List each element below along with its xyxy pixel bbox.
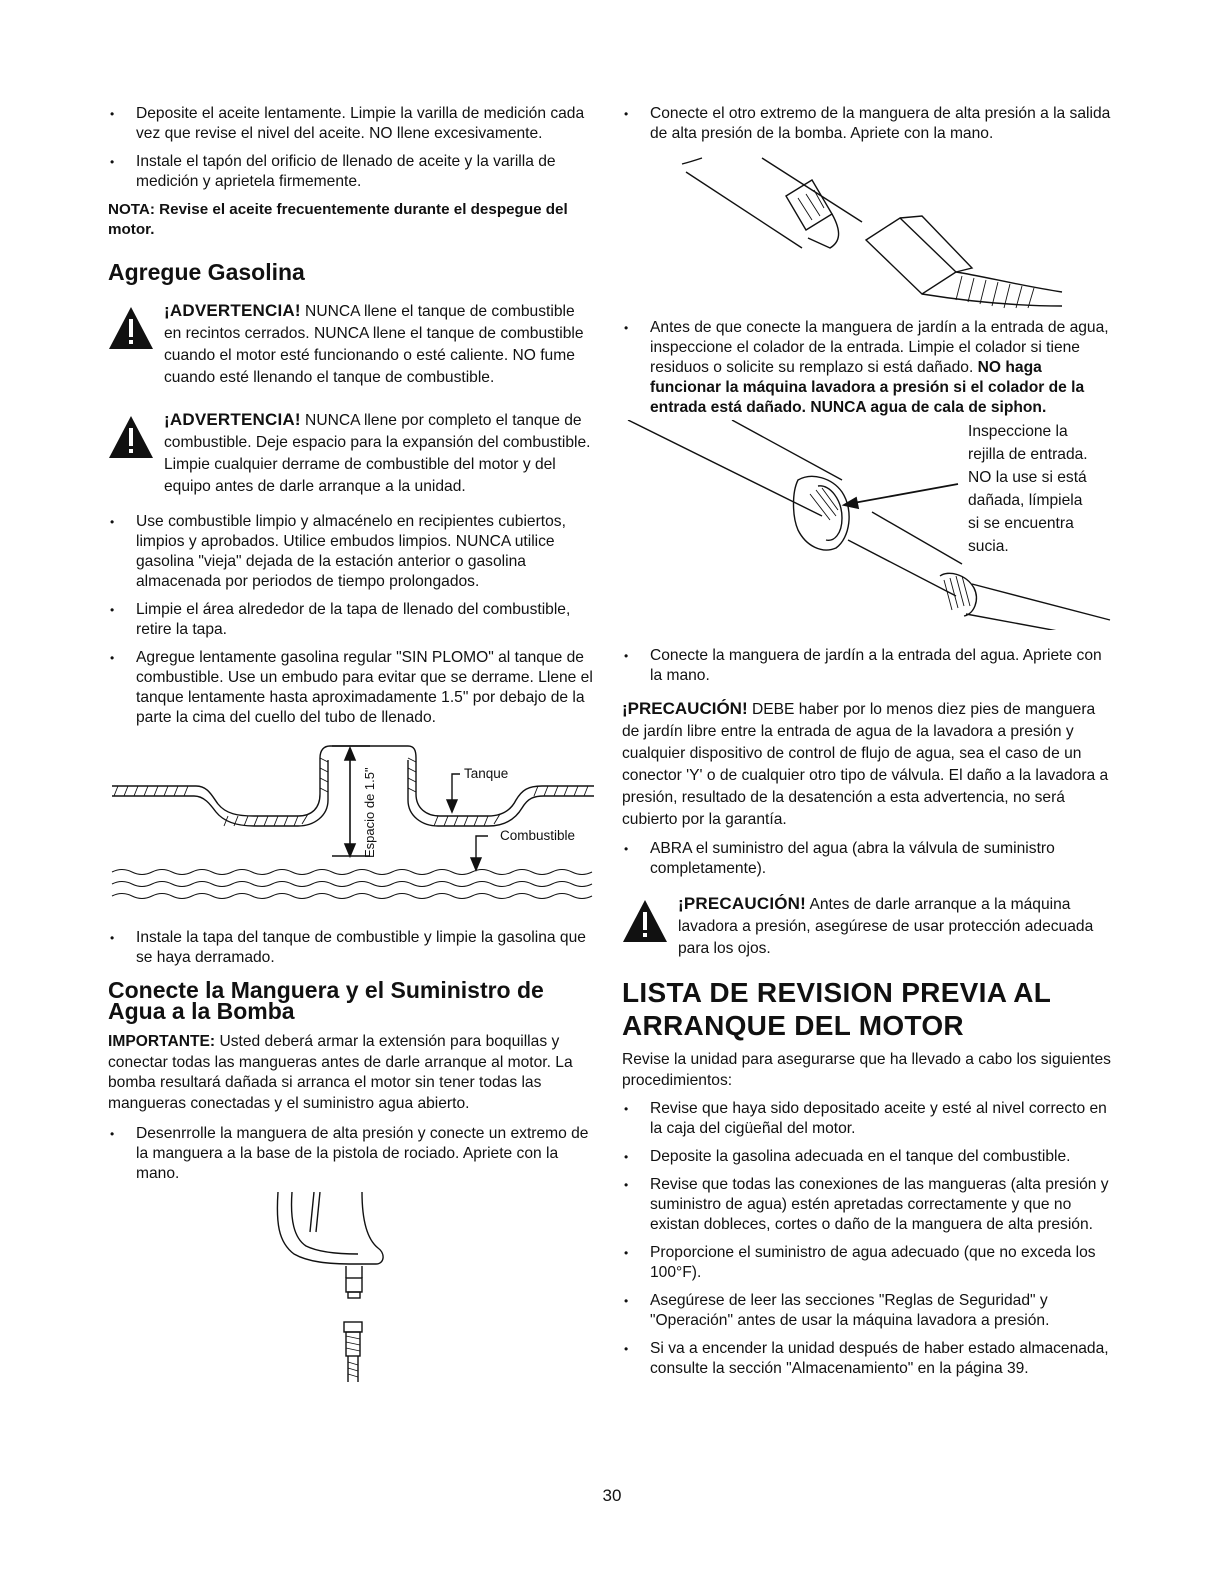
warning-text: NUNCA llene el tanque de combustible en recintos cerrados. NUNCA llene el tanque de combustible cuando el motor esté funcionando o esté caliente. NO fume cuando esté llenando el tanque de combustible. bbox=[164, 303, 584, 386]
list-item: • ABRA el suministro del agua (abra la válvula de suministro completamente). bbox=[622, 839, 1116, 879]
inspect-text: Antes de que conecte la manguera de jardín a la entrada de agua, inspeccione el colador de la entrada. Limpie el colador si tiene residuos o solicite su remplazo si está dañado. bbox=[650, 319, 1109, 376]
caution-label: ¡PRECAUCIÓN! bbox=[678, 894, 807, 913]
checklist-item: • Deposite la gasolina adecuada en el tanque del combustible. bbox=[622, 1147, 1116, 1167]
warning-text: NUNCA llene por completo el tanque de combustible. Deje espacio para la expansión del combustible. Limpie cualquier derrame de combustible del motor y del equipo antes de darle arranque a la unidad. bbox=[164, 412, 591, 495]
checklist-item: • Proporcione el suministro de agua adecuado (que no exceda los 100°F). bbox=[622, 1243, 1116, 1283]
checklist bbox=[622, 1099, 1116, 1379]
warning-block-2 bbox=[108, 409, 596, 498]
inlet-caption bbox=[968, 420, 1088, 558]
list-item: • Use combustible limpio y almacénelo en recipientes cubiertos, limpios y aprobados. Utilice embudos limpios. NUNCA utilice gasolina "vieja" dejada de la estación anterior o gasolina almacenada por periodos de tiempo prolongados. bbox=[108, 512, 596, 592]
caption-line: Inspeccione la bbox=[968, 423, 1068, 440]
important-label: IMPORTANTE: bbox=[108, 1033, 216, 1050]
list-item: • Desenrrolle la manguera de alta presión y conecte un extremo de la manguera a la base de la pistola de rociado. Apriete con la mano. bbox=[108, 1124, 596, 1184]
heading-add-gasoline: Agregue Gasolina bbox=[108, 259, 305, 285]
space-label: Espacio de 1.5" bbox=[362, 767, 377, 858]
inspect-bold-text: NO haga funcionar la máquina lavadora a presión si el colador de la entrada está dañado. NUNCA agua de cala de siphon. bbox=[650, 359, 1085, 416]
tank-label: Tanque bbox=[464, 766, 509, 781]
warning-icon bbox=[622, 899, 668, 943]
checklist-item: • Si va a encender la unidad después de haber estado almacenada, consulte la sección "Almacenamiento" en la página 39. bbox=[622, 1339, 1116, 1379]
checklist-item: • Asegúrese de leer las secciones "Reglas de Seguridad" y "Operación" antes de usar la máquina lavadora a presión. bbox=[622, 1291, 1116, 1331]
left-column bbox=[108, 104, 596, 1382]
warning-block-1 bbox=[108, 300, 596, 389]
warning-label: ¡ADVERTENCIA! bbox=[164, 301, 301, 320]
list-item: • Deposite el aceite lentamente. Limpie la varilla de medición cada vez que revise el nivel del aceite. NO llene excesivamente. bbox=[108, 104, 596, 144]
fuel-label: Combustible bbox=[500, 828, 576, 843]
important-paragraph bbox=[108, 1032, 596, 1114]
warning-icon bbox=[108, 306, 154, 350]
pump-outlet-figure bbox=[622, 152, 1116, 312]
caption-line: NO la use si está bbox=[968, 469, 1087, 486]
caption-line: rejilla de entrada. bbox=[968, 446, 1088, 463]
list-item: • Instale la tapa del tanque de combustible y limpie la gasolina que se haya derramado. bbox=[108, 928, 596, 968]
list-item: • Limpie el área alrededor de la tapa de llenado del combustible, retire la tapa. bbox=[108, 600, 596, 640]
list-item bbox=[622, 318, 1116, 418]
checklist-item: • Revise que todas las conexiones de las mangueras (alta presión y suministro de agua) estén apretadas correctamente y que no existan dobleces, cortes o daño de la manguera de alta presión. bbox=[622, 1175, 1116, 1235]
spray-gun-figure bbox=[258, 1192, 458, 1382]
caption-line: sucia. bbox=[968, 538, 1009, 555]
checklist-intro: Revise la unidad para asegurarse que ha llevado a cabo los siguientes procedimientos: bbox=[622, 1051, 1111, 1089]
warning-label: ¡ADVERTENCIA! bbox=[164, 410, 301, 429]
list-item: • Conecte la manguera de jardín a la entrada del agua. Apriete con la mano. bbox=[622, 646, 1116, 686]
list-item: • Conecte el otro extremo de la manguera de alta presión a la salida de alta presión de la bomba. Apriete con la mano. bbox=[622, 104, 1116, 144]
caption-line: dañada, límpiela bbox=[968, 492, 1083, 509]
warning-icon bbox=[108, 415, 154, 459]
fuel-tank-figure bbox=[108, 738, 598, 918]
caution-paragraph-1 bbox=[622, 698, 1116, 831]
caution-block-2 bbox=[622, 893, 1116, 960]
heading-connect-hose: Conecte la Manguera y el Suministro de Agua a la Bomba bbox=[108, 977, 544, 1024]
inlet-figure bbox=[622, 420, 1116, 630]
note-oil: NOTA: Revise el aceite frecuentemente durante el despegue del motor. bbox=[108, 201, 568, 238]
checklist-item: • Revise que haya sido depositado aceite y esté al nivel correcto en la caja del cigüeñal del motor. bbox=[622, 1099, 1116, 1139]
important-text: Usted deberá armar la extensión para boquillas y conectar todas las mangueras antes de darle arranque al motor. La bomba resultará dañada si arranca el motor sin tener todas las mangueras conectadas y el suministro agua abierto. bbox=[108, 1033, 573, 1112]
caption-line: si se encuentra bbox=[968, 515, 1074, 532]
caution-label: ¡PRECAUCIÓN! bbox=[622, 699, 748, 718]
list-item: • Instale el tapón del orificio de llenado de aceite y la varilla de medición y aprietela firmemente. bbox=[108, 152, 596, 192]
caution-text: DEBE haber por lo menos diez pies de manguera de jardín libre entre la entrada de agua de la lavadora a presión y cualquier dispositivo de control de flujo de agua, sea el caso de un conector 'Y' o de cualquier otro tipo de válvula. El daño a la lavadora a presión, resultado de la desatención a esta advertencia, no será cubierto por la garantía. bbox=[622, 701, 1109, 828]
page-number: 30 bbox=[602, 1486, 622, 1505]
heading-checklist: LISTA DE REVISION PREVIA AL ARRANQUE DEL MOTOR bbox=[622, 977, 1051, 1041]
list-item: • Agregue lentamente gasolina regular "SIN PLOMO" al tanque de combustible. Use un embudo para evitar que se derrame. Llene el tanque lentamente hasta aproximadamente 1.5" por debajo de la parte la cima del cuello del tubo de llenado. bbox=[108, 648, 596, 728]
right-column bbox=[622, 104, 1116, 1387]
caution-text: Antes de darle arranque a la máquina lavadora a presión, asegúrese de usar protección adecuada para los ojos. bbox=[678, 896, 1094, 957]
